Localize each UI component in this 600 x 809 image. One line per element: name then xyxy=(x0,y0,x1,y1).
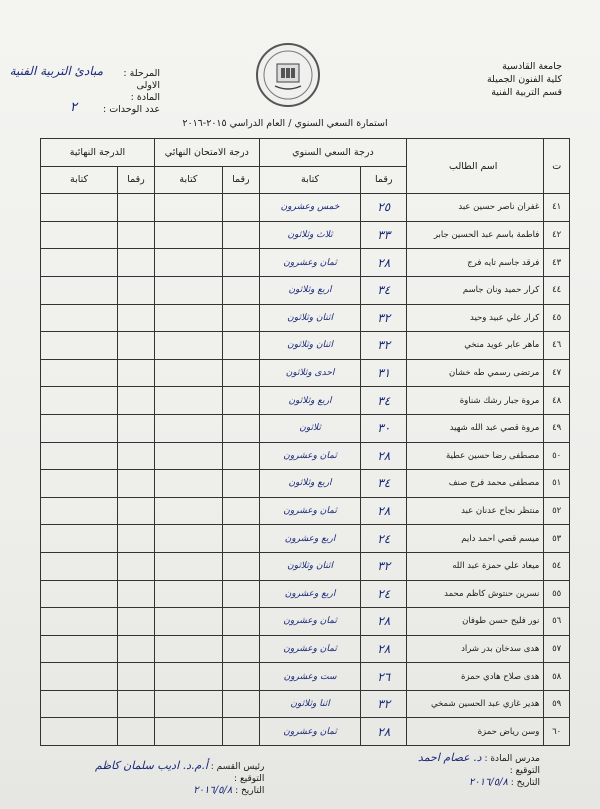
row-number: ٥٢ xyxy=(544,497,570,525)
table-row xyxy=(41,663,570,691)
annual-digits: ٢٨ xyxy=(361,608,407,636)
student-name: مرتضى رسمي طه خشان xyxy=(407,359,544,387)
student-name: ميعاد علي حمزة عبد الله xyxy=(407,552,544,580)
row-number: ٤٥ xyxy=(544,304,570,332)
col-final-grade-header: الدرجة النهائية xyxy=(41,139,155,167)
student-name: غفران ناصر حسين عبد xyxy=(407,194,544,222)
final-digits xyxy=(118,663,155,691)
annual-words: اثنان وثلاثون xyxy=(259,304,361,332)
teacher-label: مدرس المادة : xyxy=(484,754,540,764)
row-number: ٥٥ xyxy=(544,580,570,608)
annual-words: ثلاثون xyxy=(259,414,361,442)
student-name: ماهر عابر عويد منخي xyxy=(407,332,544,360)
student-name: فاطمة باسم عبد الحسين جابر xyxy=(407,221,544,249)
table-row xyxy=(41,718,570,746)
final-digits xyxy=(118,304,155,332)
table-row xyxy=(41,304,570,332)
teacher-signature-block xyxy=(418,752,540,789)
row-number: ٤١ xyxy=(544,194,570,222)
table-row xyxy=(41,470,570,498)
col-annual-header: درجة السعي السنوي xyxy=(259,139,406,167)
row-number: ٦٠ xyxy=(544,718,570,746)
student-name: كرار حميد ونان جاسم xyxy=(407,276,544,304)
exam-words xyxy=(154,580,222,608)
annual-digits: ٣٢ xyxy=(361,552,407,580)
course-info xyxy=(100,68,160,116)
table-header-row xyxy=(41,139,570,167)
exam-digits xyxy=(222,608,259,636)
head-signature-block xyxy=(95,760,264,797)
exam-words xyxy=(154,332,222,360)
table-row xyxy=(41,276,570,304)
annual-digits: ٣٢ xyxy=(361,304,407,332)
final-words xyxy=(41,332,118,360)
final-words xyxy=(41,635,118,663)
final-words xyxy=(41,359,118,387)
final-digits xyxy=(118,608,155,636)
final-digits xyxy=(118,470,155,498)
exam-words xyxy=(154,635,222,663)
head-date-label: التاريخ : xyxy=(235,786,265,796)
annual-words: ثمان وعشرون xyxy=(259,497,361,525)
exam-digits xyxy=(222,635,259,663)
student-name: مروة قصي عبد الله شهيد xyxy=(407,414,544,442)
annual-words: ثمان وعشرون xyxy=(259,249,361,277)
final-digits xyxy=(118,332,155,360)
student-name: كرار علي عبيد وحيد xyxy=(407,304,544,332)
exam-digits xyxy=(222,221,259,249)
annual-words: اثنا وثلاثون xyxy=(259,690,361,718)
student-name: نسرين حنتوش كاظم محمد xyxy=(407,580,544,608)
student-name: مروة جبار رشك شناوة xyxy=(407,387,544,415)
annual-words: ثلاث وثلاثون xyxy=(259,221,361,249)
table-row xyxy=(41,332,570,360)
teacher-sign-label: التوقيع : xyxy=(509,766,540,776)
form-title: استمارة السعي السنوي / العام الدراسي ٢٠١٥-٢٠١٦ xyxy=(182,118,388,129)
annual-digits: ٣٤ xyxy=(361,276,407,304)
exam-words xyxy=(154,442,222,470)
exam-digits xyxy=(222,414,259,442)
exam-digits xyxy=(222,470,259,498)
university-name: جامعة القادسية xyxy=(502,61,562,72)
stage-label: المرحلة : الاولى xyxy=(123,68,160,91)
row-number: ٥٩ xyxy=(544,690,570,718)
annual-digits: ٣٤ xyxy=(361,470,407,498)
annual-words: احدى وثلاثون xyxy=(259,359,361,387)
final-digits xyxy=(118,194,155,222)
annual-digits: ٢٨ xyxy=(361,497,407,525)
student-name: منتظر نجاح عدنان عبد xyxy=(407,497,544,525)
final-digits xyxy=(118,221,155,249)
annual-digits: ٣٣ xyxy=(361,221,407,249)
row-number: ٥٨ xyxy=(544,663,570,691)
table-row xyxy=(41,608,570,636)
row-number: ٥٤ xyxy=(544,552,570,580)
final-words xyxy=(41,718,118,746)
exam-digits xyxy=(222,525,259,553)
final-words xyxy=(41,470,118,498)
final-words xyxy=(41,194,118,222)
head-sign-label: التوقيع : xyxy=(234,774,265,784)
grades-table xyxy=(40,138,570,746)
exam-digits xyxy=(222,718,259,746)
annual-words: اثنان وثلاثون xyxy=(259,552,361,580)
table-row xyxy=(41,635,570,663)
final-words xyxy=(41,608,118,636)
student-name: هدير غازي عبد الحسين شمخي xyxy=(407,690,544,718)
exam-words xyxy=(154,663,222,691)
table-row xyxy=(41,690,570,718)
final-words-header: كتابة xyxy=(41,166,118,194)
annual-digits: ٢٨ xyxy=(361,635,407,663)
final-words xyxy=(41,442,118,470)
final-words xyxy=(41,690,118,718)
annual-words: اثنان وثلاثون xyxy=(259,332,361,360)
table-row xyxy=(41,497,570,525)
department-name: قسم التربية الفنية xyxy=(491,87,562,98)
exam-words xyxy=(154,304,222,332)
final-words xyxy=(41,663,118,691)
college-name: كلية الفنون الجميلة xyxy=(486,74,562,85)
exam-words xyxy=(154,497,222,525)
head-label: رئيس القسم : xyxy=(210,762,265,772)
exam-words xyxy=(154,414,222,442)
col-final-exam-header: درجة الامتحان النهائي xyxy=(154,139,259,167)
teacher-date-label: التاريخ : xyxy=(510,778,540,788)
row-number: ٥٧ xyxy=(544,635,570,663)
annual-digits: ٢٥ xyxy=(361,194,407,222)
annual-words: ست وعشرون xyxy=(259,663,361,691)
annual-digits: ٣٤ xyxy=(361,387,407,415)
final-digits xyxy=(118,249,155,277)
row-number: ٥١ xyxy=(544,470,570,498)
row-number: ٤٨ xyxy=(544,387,570,415)
row-number: ٤٩ xyxy=(544,414,570,442)
annual-digits-header: رقما xyxy=(361,166,407,194)
teacher-name: د. عصام احمد xyxy=(417,751,482,764)
final-digits xyxy=(118,525,155,553)
row-number: ٥٦ xyxy=(544,608,570,636)
final-digits xyxy=(118,718,155,746)
student-name: ميسم قصي احمد دايم xyxy=(407,525,544,553)
exam-words-header: كتابة xyxy=(154,166,222,194)
exam-words xyxy=(154,608,222,636)
student-name: مصطفى محمد فرج صنف xyxy=(407,470,544,498)
exam-words xyxy=(154,718,222,746)
exam-digits xyxy=(222,304,259,332)
exam-digits xyxy=(222,332,259,360)
exam-words xyxy=(154,359,222,387)
annual-words: ثمان وعشرون xyxy=(259,635,361,663)
row-number: ٤٦ xyxy=(544,332,570,360)
exam-digits xyxy=(222,276,259,304)
annual-digits: ٢٨ xyxy=(361,249,407,277)
university-seal-icon xyxy=(255,42,321,108)
exam-digits xyxy=(222,387,259,415)
annual-words: اربع وثلاثون xyxy=(259,387,361,415)
table-row xyxy=(41,414,570,442)
final-words xyxy=(41,497,118,525)
exam-digits xyxy=(222,249,259,277)
student-name: وسن رياض حمزة xyxy=(407,718,544,746)
annual-words: خمس وعشرون xyxy=(259,194,361,222)
annual-words: اربع وثلاثون xyxy=(259,276,361,304)
institution-header xyxy=(487,60,562,99)
annual-digits: ٢٤ xyxy=(361,525,407,553)
row-number: ٤٤ xyxy=(544,276,570,304)
exam-words xyxy=(154,194,222,222)
row-number: ٤٢ xyxy=(544,221,570,249)
final-digits xyxy=(118,497,155,525)
exam-digits xyxy=(222,194,259,222)
final-digits xyxy=(118,635,155,663)
col-name-header: اسم الطالب xyxy=(407,139,544,194)
exam-digits xyxy=(222,497,259,525)
table-row xyxy=(41,359,570,387)
units-value: ٢ xyxy=(70,100,77,115)
student-name: فرقد جاسم تايه فرج xyxy=(407,249,544,277)
annual-words: اربع وعشرون xyxy=(259,580,361,608)
annual-digits: ٢٨ xyxy=(361,718,407,746)
final-words xyxy=(41,580,118,608)
table-row xyxy=(41,249,570,277)
annual-digits: ٣٢ xyxy=(361,332,407,360)
table-row xyxy=(41,580,570,608)
final-digits xyxy=(118,580,155,608)
annual-words: ثمان وعشرون xyxy=(259,718,361,746)
exam-digits xyxy=(222,690,259,718)
table-row xyxy=(41,442,570,470)
annual-digits: ٣٠ xyxy=(361,414,407,442)
final-digits xyxy=(118,276,155,304)
final-words xyxy=(41,525,118,553)
final-words xyxy=(41,304,118,332)
annual-words: ثمان وعشرون xyxy=(259,442,361,470)
row-number: ٥٠ xyxy=(544,442,570,470)
final-words xyxy=(41,552,118,580)
final-digits xyxy=(118,387,155,415)
final-digits xyxy=(118,359,155,387)
student-name: نور فليح حسن طوفان xyxy=(407,608,544,636)
annual-digits: ٢٤ xyxy=(361,580,407,608)
final-digits xyxy=(118,552,155,580)
teacher-date: ٢٠١٦/٥/٨ xyxy=(468,777,508,788)
student-name: هدى سدخان بدر شراد xyxy=(407,635,544,663)
final-digits xyxy=(118,414,155,442)
exam-digits-header: رقما xyxy=(222,166,259,194)
student-name: مصطفى رضا حسين عطية xyxy=(407,442,544,470)
exam-words xyxy=(154,387,222,415)
final-words xyxy=(41,249,118,277)
exam-digits xyxy=(222,580,259,608)
exam-words xyxy=(154,249,222,277)
exam-words xyxy=(154,552,222,580)
annual-words: اربع وعشرون xyxy=(259,525,361,553)
annual-digits: ٢٦ xyxy=(361,663,407,691)
final-words xyxy=(41,387,118,415)
exam-words xyxy=(154,690,222,718)
row-number: ٤٣ xyxy=(544,249,570,277)
head-date: ٢٠١٦/٥/٨ xyxy=(193,785,233,796)
exam-digits xyxy=(222,359,259,387)
annual-digits: ٣٢ xyxy=(361,690,407,718)
final-words xyxy=(41,276,118,304)
row-number: ٥٣ xyxy=(544,525,570,553)
exam-words xyxy=(154,221,222,249)
head-name: أ.م.د. اديب سلمان كاظم xyxy=(95,759,208,772)
final-words xyxy=(41,414,118,442)
exam-digits xyxy=(222,442,259,470)
table-row xyxy=(41,552,570,580)
row-number: ٤٧ xyxy=(544,359,570,387)
table-row xyxy=(41,194,570,222)
table-row xyxy=(41,525,570,553)
units-label: عدد الوحدات : xyxy=(102,104,160,115)
final-words xyxy=(41,221,118,249)
final-digits-header: رقما xyxy=(118,166,155,194)
col-num-header: ت xyxy=(544,139,570,194)
subject-label: المادة : xyxy=(130,92,160,103)
exam-digits xyxy=(222,552,259,580)
final-digits xyxy=(118,442,155,470)
exam-words xyxy=(154,276,222,304)
subject-handwritten: مبادئ التربية الفنية xyxy=(9,64,103,78)
annual-words-header: كتابة xyxy=(259,166,361,194)
table-row xyxy=(41,387,570,415)
exam-words xyxy=(154,525,222,553)
exam-words xyxy=(154,470,222,498)
annual-digits: ٢٨ xyxy=(361,442,407,470)
annual-words: ثمان وعشرون xyxy=(259,608,361,636)
exam-digits xyxy=(222,663,259,691)
student-name: هدى صلاح هادي حمزة xyxy=(407,663,544,691)
final-digits xyxy=(118,690,155,718)
annual-digits: ٣١ xyxy=(361,359,407,387)
annual-words: اربع وثلاثون xyxy=(259,470,361,498)
table-row xyxy=(41,221,570,249)
